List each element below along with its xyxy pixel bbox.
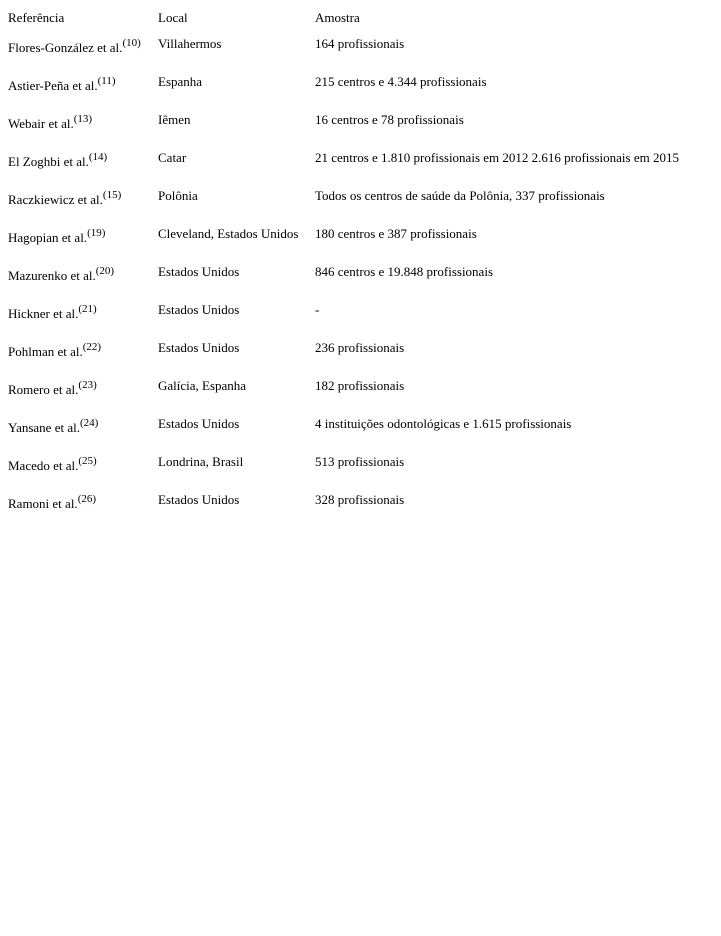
table-header <box>6 8 681 36</box>
author-name: Hagopian et al. <box>8 230 88 245</box>
citation-number: (14) <box>88 151 108 163</box>
citation-number: (11) <box>97 75 116 87</box>
table-row <box>6 36 681 74</box>
author-name: Yansane et al. <box>8 420 80 435</box>
table-body <box>6 36 681 530</box>
local-cell: Londrina, Brasil <box>158 454 244 469</box>
reference-cell <box>6 74 156 112</box>
author-name: Raczkiewicz et al. <box>8 192 103 207</box>
author-name: Pohlman et al. <box>8 344 83 359</box>
sample-cell: 21 centros e 1.810 profissionais em 2012 2.616 profissionais em 2015 <box>315 150 679 165</box>
author-name: El Zoghbi et al. <box>8 154 89 169</box>
local-cell: Galícia, Espanha <box>158 378 247 393</box>
citation-number: (21) <box>78 303 97 315</box>
author-name: Hickner et al. <box>8 306 79 321</box>
table-row <box>6 112 681 150</box>
local-cell: Iêmen <box>158 112 191 127</box>
author-name: Mazurenko et al. <box>8 268 96 283</box>
local-cell: Estados Unidos <box>158 340 240 355</box>
reference-cell <box>6 340 156 378</box>
reference-cell <box>6 188 156 226</box>
citation-number: (24) <box>79 417 99 429</box>
citation-number: (20) <box>95 265 115 277</box>
table-row <box>6 340 681 378</box>
sample-cell: 513 profissionais <box>315 454 405 469</box>
table-row <box>6 264 681 302</box>
table-row <box>6 226 681 264</box>
citation-number: (26) <box>77 493 97 505</box>
table-row <box>6 74 681 112</box>
sample-cell: 236 profissionais <box>315 340 405 355</box>
citation-number: (10) <box>122 37 141 49</box>
header-row <box>6 8 681 36</box>
table-row <box>6 302 681 340</box>
sample-cell: 164 profissionais <box>315 36 405 51</box>
local-cell: Estados Unidos <box>158 302 240 317</box>
citation-number: (15) <box>102 189 122 201</box>
citation-number: (13) <box>73 113 93 125</box>
reference-cell <box>6 302 156 340</box>
author-name: Ramoni et al. <box>8 496 78 511</box>
references-table <box>6 8 681 530</box>
citation-number: (23) <box>78 379 97 391</box>
local-cell: Estados Unidos <box>158 492 240 507</box>
local-cell: Estados Unidos <box>158 264 240 279</box>
reference-cell <box>6 454 156 492</box>
citation-number: (19) <box>87 227 106 239</box>
reference-cell <box>6 492 156 530</box>
local-cell: Estados Unidos <box>158 416 240 431</box>
sample-cell: 328 profissionais <box>315 492 405 507</box>
sample-cell: - <box>315 302 320 317</box>
table-row <box>6 416 681 454</box>
sample-cell: 4 instituições odontológicas e 1.615 profissionais <box>315 416 572 431</box>
reference-cell <box>6 416 156 454</box>
table-row <box>6 188 681 226</box>
author-name: Romero et al. <box>8 382 79 397</box>
local-cell: Villahermos <box>158 36 222 51</box>
sample-cell: 846 centros e 19.848 profissionais <box>315 264 494 279</box>
local-cell: Cleveland, Estados Unidos <box>158 226 299 241</box>
table-row <box>6 492 681 530</box>
sample-cell: 180 centros e 387 profissionais <box>315 226 477 241</box>
reference-cell <box>6 378 156 416</box>
header-reference: Referência <box>8 10 65 25</box>
local-cell: Polônia <box>158 188 198 203</box>
table-row <box>6 378 681 416</box>
table-row <box>6 150 681 188</box>
header-local: Local <box>158 10 188 25</box>
author-name: Macedo et al. <box>8 458 79 473</box>
sample-cell: 215 centros e 4.344 profissionais <box>315 74 487 89</box>
sample-cell: Todos os centros de saúde da Polônia, 337 profissionais <box>315 188 605 203</box>
header-sample: Amostra <box>315 10 360 25</box>
table-row <box>6 454 681 492</box>
reference-cell <box>6 112 156 150</box>
reference-cell <box>6 150 156 188</box>
citation-number: (22) <box>82 341 102 353</box>
sample-cell: 182 profissionais <box>315 378 405 393</box>
author-name: Astier-Peña et al. <box>8 78 98 93</box>
local-cell: Catar <box>158 150 187 165</box>
sample-cell: 16 centros e 78 profissionais <box>315 112 464 127</box>
reference-cell <box>6 226 156 264</box>
citation-number: (25) <box>78 455 97 467</box>
local-cell: Espanha <box>158 74 203 89</box>
author-name: Webair et al. <box>8 116 74 131</box>
reference-cell <box>6 264 156 302</box>
reference-cell <box>6 36 156 74</box>
author-name: Flores-González et al. <box>8 40 123 55</box>
